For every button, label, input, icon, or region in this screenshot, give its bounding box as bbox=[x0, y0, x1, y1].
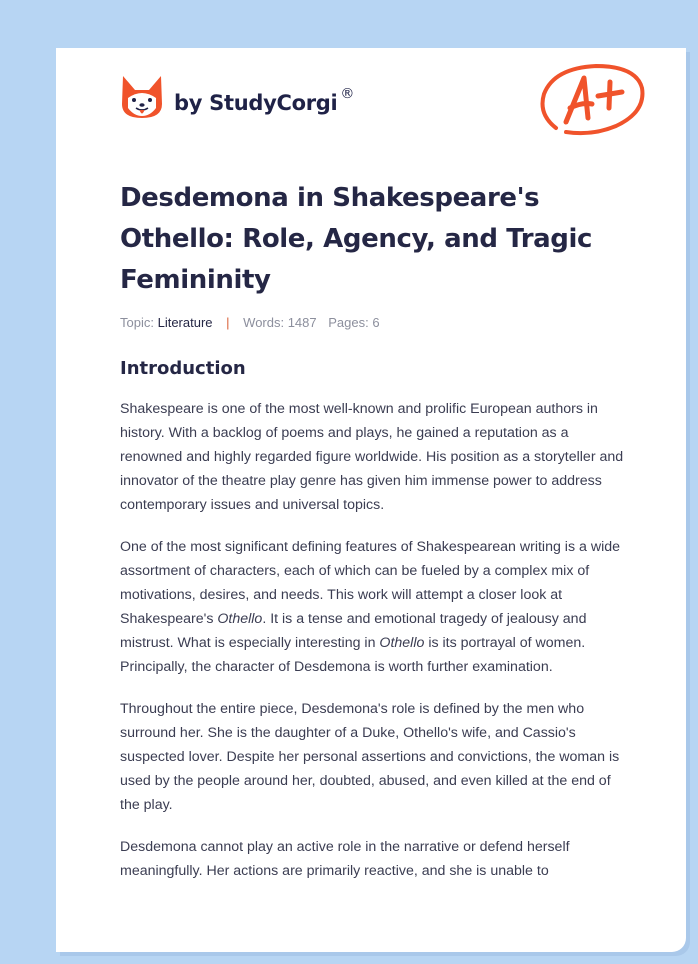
page-header bbox=[56, 48, 686, 158]
paragraph: One of the most significant defining features of Shakespearean writing is a wide assortment of characters, each of which can be fueled by a complex mix of motivations, desires, and needs. This work will attempt a closer look at Shakespeare's Othello. It is a tense and emotional tragedy of jealousy and mistrust. What is especially interesting in Othello is its portrayal of women. Principally, the character of Desdemona is worth further examination. bbox=[120, 539, 620, 675]
brand-name: by StudyCorgi ® bbox=[174, 85, 355, 115]
topic-label: Topic: bbox=[120, 315, 154, 330]
page-count: Pages: 6 bbox=[328, 315, 380, 330]
work-title-italic: Othello bbox=[379, 635, 425, 651]
document-card bbox=[56, 48, 686, 952]
section-heading: Introduction bbox=[120, 358, 246, 379]
studycorgi-logo[interactable] bbox=[120, 74, 354, 120]
topic-link[interactable]: Literature bbox=[157, 315, 213, 330]
registered-mark: ® bbox=[340, 85, 355, 102]
corgi-logo-icon bbox=[120, 74, 164, 120]
word-count: Words: 1487 bbox=[243, 315, 317, 330]
paragraph: Desdemona cannot play an active role in the narrative or defend herself meaningfully. Her actions are primarily reactive, and she is unable to bbox=[120, 839, 570, 879]
paragraph: Throughout the entire piece, Desdemona's role is defined by the men who surround her. She is the daughter of a Duke, Othello's wife, and Cassio's suspected lover. Despite her personal assertions and convictions, the woman is used by the people around her, doubted, abused, and even killed at the end of the play. bbox=[120, 701, 620, 813]
work-title-italic: Othello bbox=[217, 611, 263, 627]
article-meta bbox=[120, 315, 632, 330]
a-plus-grade-icon bbox=[536, 58, 648, 142]
page-title: Desdemona in Shakespeare's Othello: Role, Agency, and Tragic Femininity bbox=[120, 183, 593, 295]
article-content bbox=[120, 178, 632, 883]
paragraph: Shakespeare is one of the most well-known and prolific European authors in history. With a backlog of poems and plays, he gained a reputation as a renowned and highly regarded figure worldwide. His position as a storyteller and innovator of the theatre play genre has given him immense power to address contemporary issues and universal topics. bbox=[120, 401, 624, 513]
meta-separator: | bbox=[226, 315, 230, 330]
